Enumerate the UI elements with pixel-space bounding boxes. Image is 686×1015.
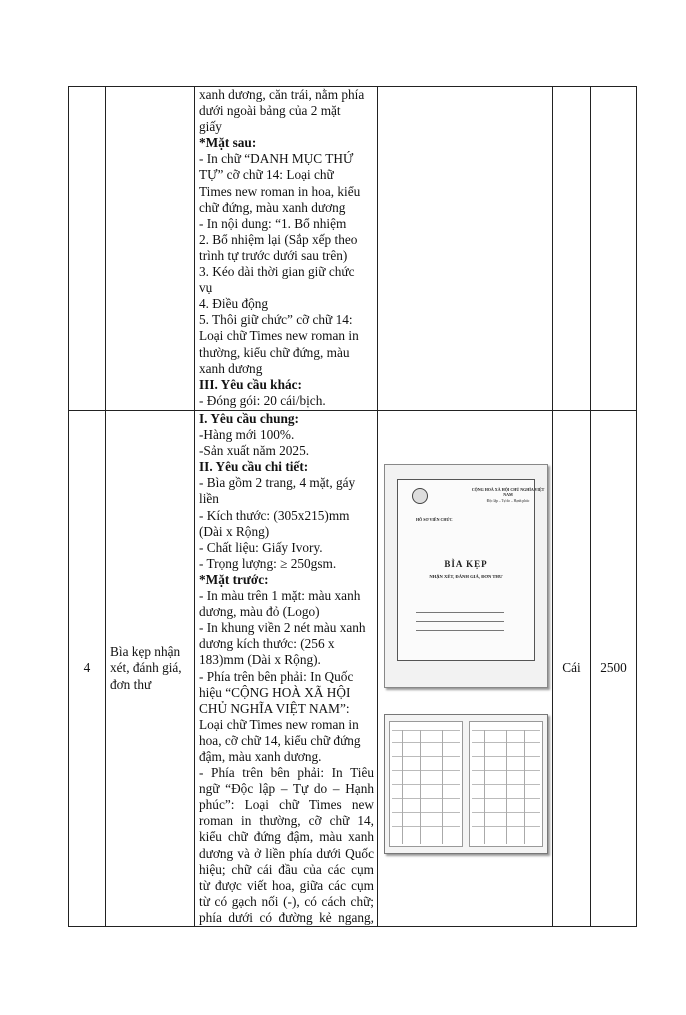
requirement-line: Loại chữ Times new roman in bbox=[199, 716, 359, 732]
requirement-line: III. Yêu cầu khác: bbox=[199, 376, 302, 392]
procurement-table bbox=[68, 86, 637, 927]
requirement-line: - In khung viền 2 nét màu xanh bbox=[199, 620, 366, 636]
unit-cell: Cái bbox=[553, 411, 591, 927]
requirement-line: -Sản xuất năm 2025. bbox=[199, 443, 310, 459]
cover-title: BÌA KẸP bbox=[444, 559, 488, 569]
requirement-line: từ được viết hoa, giữa các cụm bbox=[199, 877, 374, 893]
requirement-line: roman in thường, cỡ chữ 14, bbox=[199, 813, 374, 829]
table-rule bbox=[442, 730, 443, 844]
quantity-cell: 2500 bbox=[591, 411, 637, 927]
requirement-line: vụ bbox=[199, 280, 213, 296]
name-cell bbox=[106, 87, 195, 411]
requirement-line: - Đóng gói: 20 cái/bịch. bbox=[199, 392, 326, 408]
requirement-line: II. Yêu cầu chi tiết: bbox=[199, 459, 309, 475]
requirement-line: *Mặt sau: bbox=[199, 135, 257, 151]
requirement-line: - Phía trên bên phải: In Quốc bbox=[199, 668, 354, 684]
requirement-line: (Dài x Rộng) bbox=[199, 523, 270, 539]
requirement-line: I. Yêu cầu chung: bbox=[199, 411, 299, 426]
requirement-line: dương, màu đỏ (Logo) bbox=[199, 604, 320, 620]
requirement-line: 4. Điều động bbox=[199, 296, 269, 312]
cover-form-line bbox=[416, 630, 504, 631]
table-rule bbox=[420, 730, 421, 844]
table-rule bbox=[402, 730, 403, 844]
requirement-line: hiệu; chữ cái đầu của các cụm bbox=[199, 861, 374, 877]
requirement-line: trình tự trước dưới sau trên) bbox=[199, 247, 348, 263]
requirements-cell bbox=[195, 87, 378, 411]
stt-cell bbox=[69, 87, 106, 411]
requirement-line: thường, kiểu chữ đứng, màu bbox=[199, 344, 350, 360]
cover-motto: Độc lập – Tự do – Hạnh phúc bbox=[486, 499, 530, 503]
requirement-line: 5. Thôi giữ chức” cỡ chữ 14: bbox=[199, 312, 353, 328]
requirement-line: đậm, màu xanh dương. bbox=[199, 748, 322, 764]
requirement-line: phía dưới có đường kẻ ngang, bbox=[199, 909, 374, 925]
requirement-line: - In chữ “DANH MỤC THỨ bbox=[199, 151, 354, 167]
requirement-line: dương và ở liền phía dưới Quốc bbox=[199, 845, 374, 861]
requirement-line: kiểu chữ đứng đậm, màu xanh bbox=[199, 829, 374, 845]
requirement-line: 3. Kéo dài thời gian giữ chức bbox=[199, 264, 355, 280]
requirement-line: - Bìa gồm 2 trang, 4 mặt, gáy bbox=[199, 475, 356, 491]
cover-national-header: CỘNG HOÀ XÃ HỘI CHỦ NGHĨA VIỆT NAM bbox=[471, 487, 545, 497]
stt-cell: 4 bbox=[69, 411, 106, 927]
requirement-line: liền bbox=[199, 491, 219, 507]
requirements-cell bbox=[195, 411, 378, 927]
requirement-line: phúc”: Loại chữ Times new bbox=[199, 797, 374, 813]
requirement-line: dưới ngoài bảng của 2 mặt bbox=[199, 103, 341, 119]
requirements-list bbox=[199, 411, 374, 926]
requirement-line: ngữ “Độc lập – Tự do – Hạnh bbox=[199, 781, 374, 797]
emblem-logo bbox=[412, 488, 428, 504]
requirement-line: - Phía trên bên phải: In Tiêu bbox=[199, 765, 374, 781]
requirement-line: hoa, cỡ chữ 14, kiểu chữ đứng bbox=[199, 732, 361, 748]
inner-table-right bbox=[469, 721, 543, 847]
requirement-line: từ có gạch nối (-), có cách chữ; bbox=[199, 893, 374, 909]
image-cell bbox=[378, 411, 553, 927]
cover-form-line bbox=[416, 612, 504, 613]
requirement-line: giấy bbox=[199, 119, 222, 135]
table-row bbox=[69, 411, 637, 927]
requirement-line: dương kích thước: (256 x bbox=[199, 636, 335, 652]
item-name-cell: Bìa kẹp nhận xét, đánh giá, đơn thư bbox=[106, 411, 195, 927]
requirement-line: - In nội dung: “1. Bổ nhiệm bbox=[199, 215, 347, 231]
table-rule bbox=[484, 730, 485, 844]
folder-inner-sheet-photo bbox=[384, 714, 548, 854]
requirement-line: - Trọng lượng: ≥ 250gsm. bbox=[199, 555, 337, 571]
cover-form-line bbox=[416, 621, 504, 622]
requirement-line: hiệu “CỘNG HOÀ XÃ HỘI bbox=[199, 684, 351, 700]
requirement-line: CHỦ NGHĨA VIỆT NAM”: bbox=[199, 700, 350, 716]
requirement-line: 2. Bổ nhiệm lại (Sắp xếp theo bbox=[199, 231, 358, 247]
requirement-line: Times new roman in hoa, kiểu bbox=[199, 183, 361, 199]
requirement-line: Loại chữ Times new roman in bbox=[199, 328, 359, 344]
cover-frame bbox=[397, 479, 545, 661]
requirement-line: xanh dương bbox=[199, 360, 263, 376]
requirement-line: TỰ” cỡ chữ 14: Loại chữ bbox=[199, 167, 334, 183]
quantity-cell bbox=[591, 87, 637, 411]
requirements-list bbox=[199, 87, 374, 409]
cover-file-label: HỒ SƠ VIÊN CHỨC bbox=[416, 517, 453, 522]
folder-cover-photo bbox=[384, 464, 548, 688]
requirement-line: - Kích thước: (305x215)mm bbox=[199, 507, 350, 523]
requirement-line: xanh dương, căn trái, nằm phía bbox=[199, 87, 365, 102]
requirement-line: chữ đứng, màu xanh dương bbox=[199, 199, 346, 215]
requirement-line: 183)mm (Dài x Rộng). bbox=[199, 652, 321, 668]
requirement-line: *Mặt trước: bbox=[199, 571, 269, 587]
cover-subtitle: NHẬN XÉT, ĐÁNH GIÁ, ĐƠN THƯ bbox=[429, 574, 503, 579]
inner-table-left bbox=[389, 721, 463, 847]
image-cell bbox=[378, 87, 553, 411]
requirement-line: - Chất liệu: Giấy Ivory. bbox=[199, 539, 323, 555]
requirement-line: -Hàng mới 100%. bbox=[199, 427, 295, 443]
table-rule bbox=[524, 730, 525, 844]
unit-cell bbox=[553, 87, 591, 411]
table-row bbox=[69, 87, 637, 411]
table-rule bbox=[506, 730, 507, 844]
requirement-line: - In màu trên 1 mặt: màu xanh bbox=[199, 588, 361, 604]
